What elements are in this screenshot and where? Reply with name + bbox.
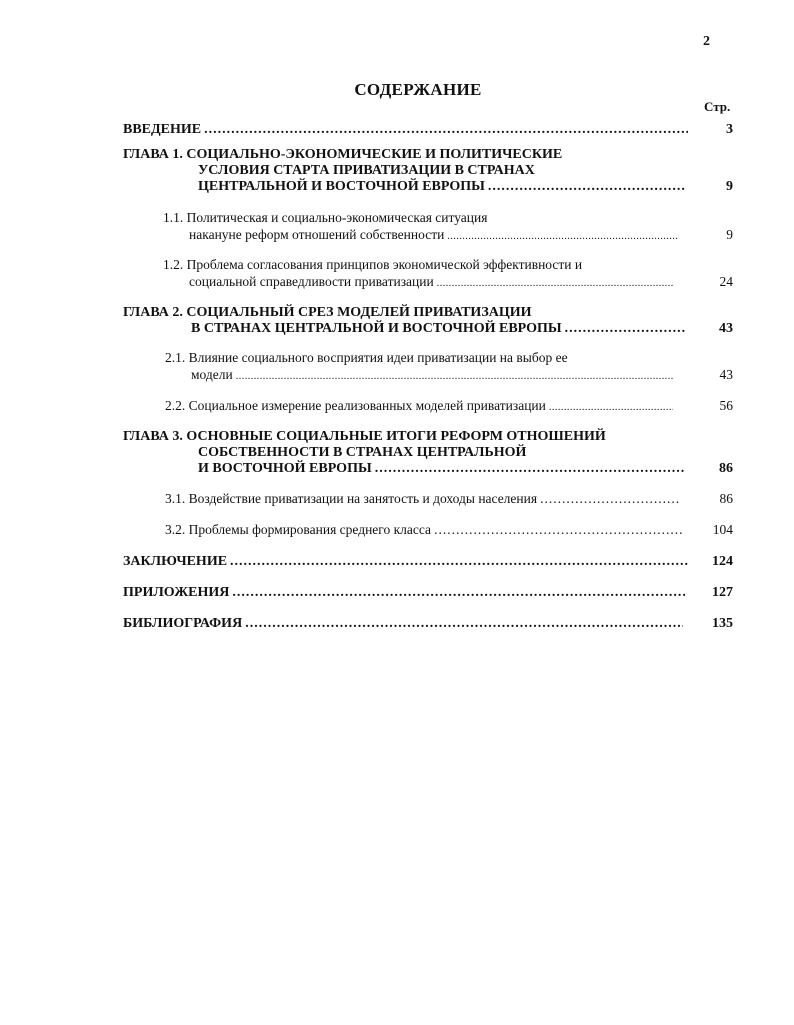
toc-entry-page: 43 [719,367,733,382]
toc-entry-text: ГЛАВА 1. СОЦИАЛЬНО-ЭКОНОМИЧЕСКИЕ И ПОЛИТИЧЕСКИЕ [123,147,563,162]
page-number: 2 [703,34,710,49]
toc-entry-text: 2.1. Влияние социального восприятия идеи приватизации на выбор ее [165,350,568,365]
toc-entry-page: 9 [726,227,733,242]
toc-entry-page: 124 [712,554,733,569]
page-column-label: Стр. [704,99,731,114]
toc-entry-text: УСЛОВИЯ СТАРТА ПРИВАТИЗАЦИИ В СТРАНАХ [198,163,535,178]
toc-entry-text: СОБСТВЕННОСТИ В СТРАНАХ ЦЕНТРАЛЬНОЙ [198,445,527,460]
toc-entry-text: И ВОСТОЧНОЙ ЕВРОПЫ [198,461,372,476]
toc-entry-page: 3 [726,122,733,137]
toc-entry-text: ГЛАВА 2. СОЦИАЛЬНЫЙ СРЕЗ МОДЕЛЕЙ ПРИВАТИЗАЦИИ [123,305,532,320]
toc-entry-text: В СТРАНАХ ЦЕНТРАЛЬНОЙ И ВОСТОЧНОЙ ЕВРОПЫ [191,321,562,336]
toc-entry-page: 24 [719,274,733,289]
toc-entry-page: 135 [712,616,733,631]
toc-entry-text: 2.2. Социальное измерение реализованных моделей приватизации [165,398,546,413]
toc-entry-text: БИБЛИОГРАФИЯ [123,616,243,631]
toc-entry-page: 104 [712,522,733,537]
toc-entry-page: 9 [726,179,733,194]
toc-entry-text: ЗАКЛЮЧЕНИЕ [123,554,228,569]
toc-entry-text: 1.2. Проблема согласования принципов экономической эффективности и [163,257,583,272]
toc-entry-text: ГЛАВА 3. ОСНОВНЫЕ СОЦИАЛЬНЫЕ ИТОГИ РЕФОРМ ОТНОШЕНИЙ [123,429,606,444]
toc-entry-text: модели [191,367,233,382]
toc-entry-page: 86 [719,461,733,476]
toc-entry-text: ПРИЛОЖЕНИЯ [123,585,230,600]
toc-entry-text: социальной справедливости приватизации [189,274,434,289]
toc-entry-text: ЦЕНТРАЛЬНОЙ И ВОСТОЧНОЙ ЕВРОПЫ [198,179,485,194]
toc-entry-text: 3.1. Воздействие приватизации на занятость и доходы населения [165,491,538,506]
toc-entry-text: ВВЕДЕНИЕ [123,122,202,137]
toc-entry-page: 86 [719,491,733,506]
toc-entry-page: 43 [719,321,733,336]
toc-entry-page: 127 [712,585,733,600]
toc-entry-text: 3.2. Проблемы формирования среднего класса [165,522,432,537]
toc-entry-text: 1.1. Политическая и социально-экономическая ситуация [163,210,488,225]
toc-entry-text: накануне реформ отношений собственности [189,227,445,242]
toc-entry-page: 56 [719,398,733,413]
page-title: СОДЕРЖАНИЕ [354,80,482,99]
